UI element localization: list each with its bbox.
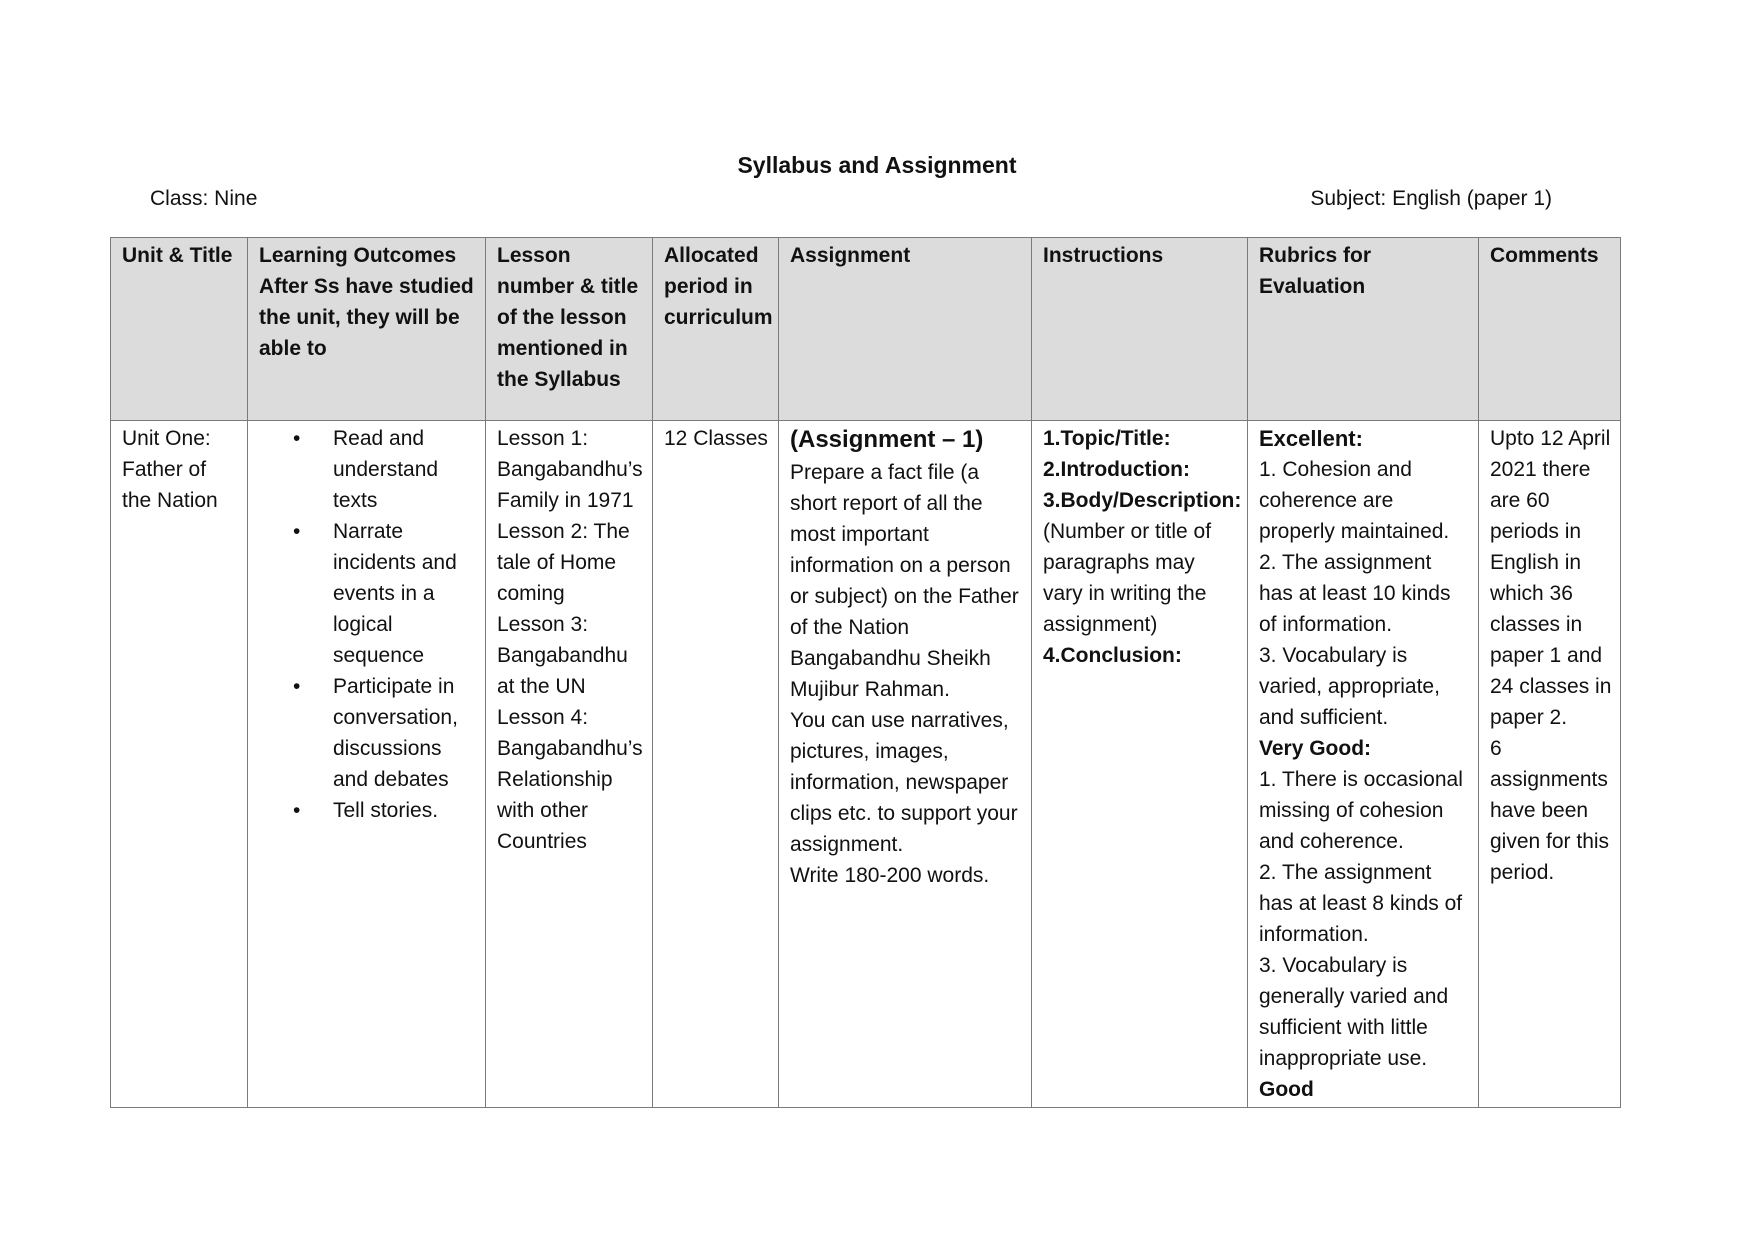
rubric-level-very-good: Very Good: <box>1259 737 1372 760</box>
assignment-heading: (Assignment – 1) <box>790 426 984 453</box>
rubric-item: 1. Cohesion and coherence are properly maintained. <box>1259 458 1450 543</box>
rubric-level-good: Good <box>1259 1078 1314 1101</box>
unit-cell: Unit One: Father of the Nation <box>111 421 248 1108</box>
comment-text: 6 assignments have been given for this period. <box>1490 737 1610 884</box>
header-unit-title: Unit & Title <box>111 238 248 421</box>
rubric-item: 2. The assignment has at least 8 kinds of information. <box>1259 861 1463 946</box>
lesson-item: Lesson 2: The tale of Home coming <box>497 520 630 605</box>
instruction-step: 3.Body/Description: <box>1043 489 1242 512</box>
lesson-item: Lesson 1: Bangabandhu’s Family in 1971 <box>497 427 643 512</box>
subject-label: Subject: English (paper 1) <box>1310 187 1552 210</box>
outcomes-list <box>259 423 477 826</box>
header-learning-outcomes: Learning Outcomes After Ss have studied the unit, they will be able to <box>248 238 486 421</box>
instruction-step: 1.Topic/Title: <box>1043 427 1171 450</box>
header-rubrics: Rubrics for Evaluation <box>1248 238 1479 421</box>
header-allocated-period: Allocated period in curriculum <box>653 238 779 421</box>
instruction-step: 2.Introduction: <box>1043 458 1190 481</box>
header-row <box>111 238 1621 421</box>
table-row <box>111 421 1621 1108</box>
instruction-note: (Number or title of paragraphs may vary in writing the assignment) <box>1043 520 1212 636</box>
header-lesson: Lesson number & title of the lesson mentioned in the Syllabus <box>486 238 653 421</box>
comments-cell <box>1479 421 1621 1108</box>
class-label: Class: Nine <box>150 187 258 210</box>
instruction-step: 4.Conclusion: <box>1043 644 1182 667</box>
syllabus-table <box>110 237 1621 1108</box>
rubric-item: 3. Vocabulary is generally varied and sufficient with little inappropriate use. <box>1259 954 1449 1070</box>
rubrics-cell <box>1248 421 1479 1108</box>
rubric-item: 2. The assignment has at least 10 kinds of information. <box>1259 551 1451 636</box>
rubric-level-excellent: Excellent: <box>1259 426 1363 451</box>
lesson-item: Lesson 3: Bangabandhu at the UN <box>497 613 628 698</box>
lesson-cell <box>486 421 653 1108</box>
list-item: • Narrate incidents and events in a logical sequence <box>333 516 477 671</box>
assignment-paragraph: Prepare a fact file (a short report of all the most important information on a person or subject) on the Father of the Nation Bangabandhu Sheikh Mujibur Rahman. <box>790 461 1019 701</box>
list-item: • Tell stories. <box>333 795 477 826</box>
header-comments: Comments <box>1479 238 1621 421</box>
header-instructions: Instructions <box>1032 238 1248 421</box>
assignment-paragraph: Write 180-200 words. <box>790 864 990 887</box>
instructions-cell <box>1032 421 1248 1108</box>
assignment-paragraph: You can use narratives, pictures, images, information, newspaper clips etc. to support your assignment. <box>790 709 1018 856</box>
assignment-cell <box>779 421 1032 1108</box>
lesson-item: Lesson 4: Bangabandhu’s Relationship with other Countries <box>497 706 643 853</box>
rubric-item: 3. Vocabulary is varied, appropriate, and sufficient. <box>1259 644 1440 729</box>
comment-text: Upto 12 April 2021 there are 60 periods in English in which 36 classes in paper 1 and 24 classes in paper 2. <box>1490 427 1612 729</box>
outcomes-cell <box>248 421 486 1108</box>
header-assignment: Assignment <box>779 238 1032 421</box>
rubric-item: 1. There is occasional missing of cohesion and coherence. <box>1259 768 1463 853</box>
period-cell: 12 Classes <box>653 421 779 1108</box>
list-item: • Read and understand texts <box>333 423 477 516</box>
list-item: • Participate in conversation, discussions and debates <box>333 671 477 795</box>
document-title: Syllabus and Assignment <box>737 152 1017 178</box>
